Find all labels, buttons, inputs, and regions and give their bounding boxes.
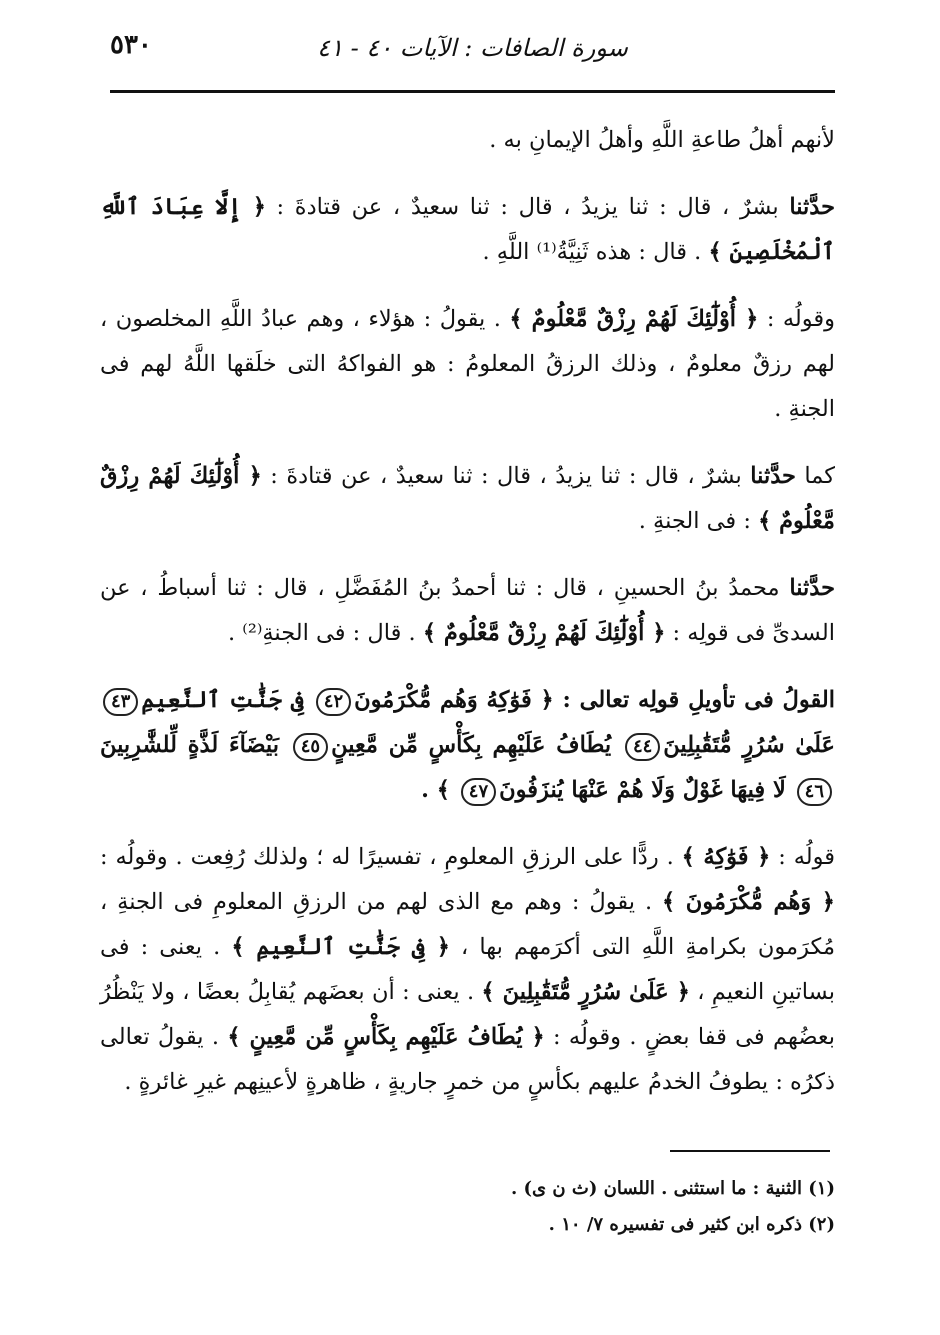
paragraph-2: [100, 185, 835, 275]
paragraph-tail: . قال : هذه ثَنِيَّةُ⁽¹⁾ اللَّهِ .: [482, 239, 709, 265]
verse-text: عَلَىٰ سُرُرٍ مُّتَقَٰبِلِينَ: [663, 732, 835, 758]
verse-text: بَيْضَآءَ لَذَّةٍ لِّلشَّٰرِبِينَ: [100, 732, 290, 758]
hadith-lead: حدَّثنا: [789, 194, 836, 220]
commentary-text: . ردًّا على الرزقِ المعلومِ ، تفسيرًا له ؛ ولذلك رُفِعت . وقولُه :: [100, 844, 682, 870]
running-title: سورة الصافات : الآيات ٤٠ - ٤١: [317, 34, 628, 62]
page-header: [110, 24, 835, 72]
paragraph-4: [100, 454, 835, 544]
ayah-marker: ٤٥: [293, 733, 328, 761]
paragraph-tail: . يقولُ : هؤلاء ، وهم عبادُ اللَّهِ المخلصون ، لهم رزقٌ معلومٌ ، وذلك الرزقُ المعلومُ : هو الفواكهُ التى خلَقها اللَّهُ لهم فى الجنةِ .: [100, 306, 835, 422]
footnote-1: (١) الثنية : ما استثنى . اللسان (ث ن ى) .: [511, 1178, 835, 1199]
header-rule: [110, 90, 835, 93]
paragraph-3: [100, 297, 835, 432]
page-number: ٥٣٠: [110, 30, 152, 60]
quran-quote: ﴿ إِلَّا عِبَادَ ٱللَّهِ ٱلْمُخْلَصِينَ ﴾: [100, 194, 835, 265]
commentary-text: . يقولُ تعالى ذكرُه : يطوفُ الخدمُ عليهم بكأسٍ من خمرٍ جاريةٍ ، ظاهرةٍ لأعينِهم غيرِ غائرةٍ .: [100, 1024, 835, 1095]
commentary-paragraph: [100, 835, 835, 1105]
page-body: [100, 118, 835, 1127]
hadith-lead: حدَّثنا: [789, 575, 835, 601]
verse-text: ﴾ .: [421, 777, 458, 803]
verse-block: [100, 678, 835, 813]
quran-quote: ﴿ أُوْلَٰٓئِكَ لَهُمْ رِزْقٌ مَّعْلُومٌ ﴾: [100, 463, 835, 534]
quran-quote: ﴿ فِى جَنَّٰتِ ٱلنَّعِيمِ ﴾: [231, 934, 450, 960]
quran-quote: ﴿ فَوَٰكِهُ ﴾: [681, 844, 771, 870]
paragraph-text: محمدُ بنُ الحسينِ ، قال : ثنا أحمدُ بنُ المُفَضَّلِ ، قال : ثنا أسباطُ ، عن السدىِّ فى قولِه :: [100, 575, 835, 646]
ayah-marker: ٤٦: [797, 778, 832, 806]
verse-text: ﴿ فَوَٰكِهُ وَهُم مُّكْرَمُونَ: [354, 687, 554, 713]
footnote-rule: [670, 1150, 830, 1152]
paragraph-pre: كما: [795, 463, 835, 489]
paragraph-1: [100, 118, 835, 163]
ayah-marker: ٤٣: [103, 688, 138, 716]
quran-quote: ﴿ يُطَافُ عَلَيْهِم بِكَأْسٍ مِّن مَّعِينٍ ﴾: [227, 1024, 545, 1050]
footnotes: [110, 1175, 835, 1247]
ayah-marker: ٤٧: [461, 778, 496, 806]
footnote-2: (٢) ذكره ابن كثير فى تفسيره ٧/ ١٠ .: [548, 1214, 835, 1235]
ayah-marker: ٤٤: [625, 733, 660, 761]
paragraph-5: [100, 566, 835, 656]
paragraph-tail: . قال : فى الجنةِ⁽²⁾ .: [227, 620, 423, 646]
section-heading: القولُ فى تأويلِ قولِه تعالى :: [553, 687, 835, 713]
paragraph-text: لأنهم أهلُ طاعةِ اللَّهِ وأهلُ الإيمانِ به .: [489, 127, 835, 153]
quran-quote: ﴿ وَهُم مُّكْرَمُونَ ﴾: [662, 889, 835, 915]
commentary-text: . يقولُ : وهم مع الذى لهم من الرزقِ المعلومِ فى الجنةِ ، مُكرَمون بكرامةِ اللَّهِ التى أكرَمهم بها ،: [100, 889, 835, 960]
commentary-text: . يعنى : أن بعضَهم يُقابِلُ بعضًا ، ولا يَنْظُرُ بعضُهم فى قفا بعضٍ . وقولُه :: [100, 979, 835, 1050]
quran-quote: ﴿ أُوْلَٰٓئِكَ لَهُمْ رِزْقٌ مَّعْلُومٌ ﴾: [422, 620, 666, 646]
paragraph-tail: : فى الجنةِ .: [638, 508, 759, 534]
paragraph-text: وقولُه :: [758, 306, 836, 332]
commentary-text: قولُه :: [770, 844, 836, 870]
hadith-lead: حدَّثنا: [750, 463, 796, 489]
verse-text: لَا فِيهَا غَوْلٌ وَلَا هُمْ عَنْهَا يُنزَفُونَ: [499, 777, 794, 803]
quran-quote: ﴿ عَلَىٰ سُرُرٍ مُّتَقَٰبِلِينَ ﴾: [481, 979, 690, 1005]
paragraph-text: بشرٌ ، قال : ثنا يزيدُ ، قال : ثنا سعيدٌ ، عن قتادةَ :: [265, 194, 790, 220]
commentary-text: . يعنى : فى بساتينِ النعيمِ ،: [100, 934, 835, 1005]
paragraph-text: بشرٌ ، قال : ثنا يزيدُ ، قال : ثنا سعيدٌ ، عن قتادةَ :: [261, 463, 751, 489]
quran-quote: ﴿ أُوْلَٰٓئِكَ لَهُمْ رِزْقٌ مَّعْلُومٌ ﴾: [509, 306, 759, 332]
verse-text: يُطَافُ عَلَيْهِم بِكَأْسٍ مِّن مَّعِينٍ: [331, 732, 622, 758]
verse-text: فِى جَنَّٰتِ ٱلنَّعِيمِ: [141, 687, 313, 713]
ayah-marker: ٤٢: [316, 688, 351, 716]
